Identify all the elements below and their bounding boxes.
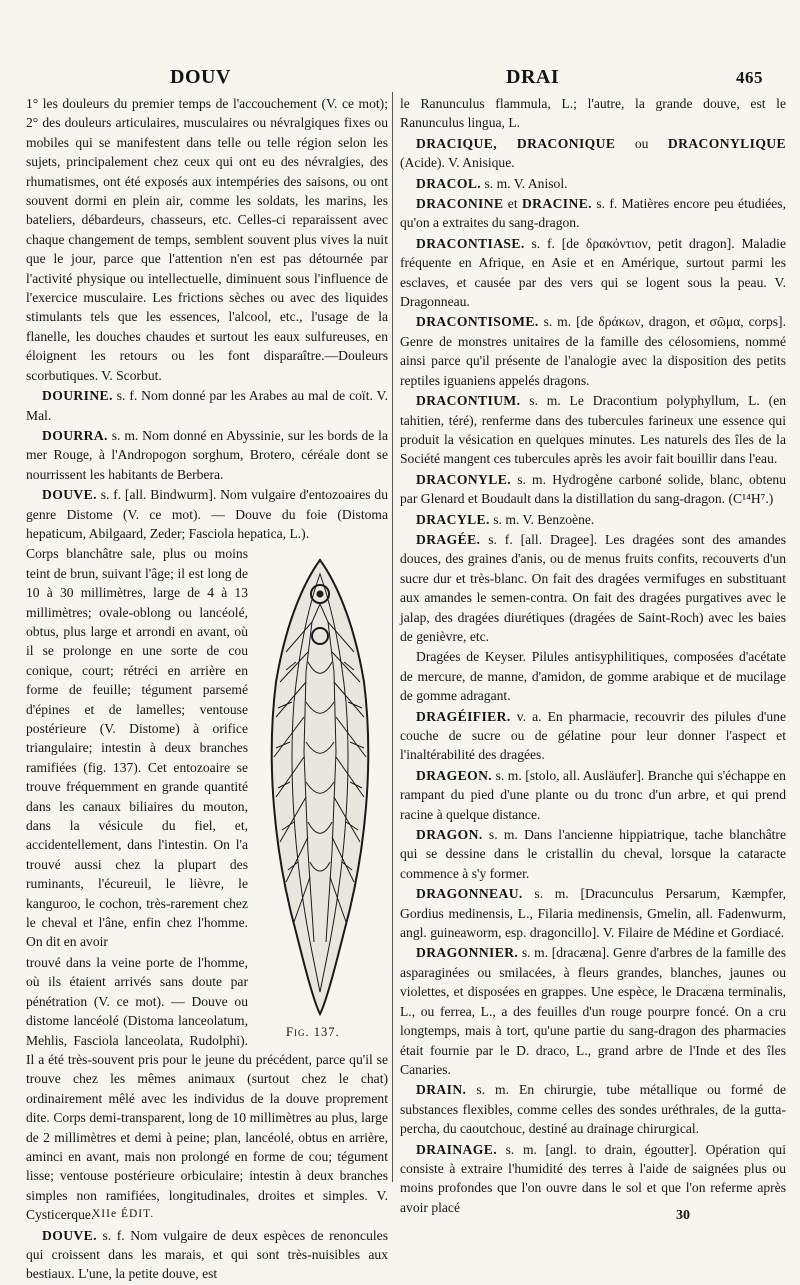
headword: DOURRA.: [42, 427, 108, 443]
definition: v. a. En pharmacie, recouvrir des pilules d'une couche de sucre ou de gélatine pour leur donner l'aspect et l'inaltérabilité des dragées.: [400, 708, 786, 763]
entry-dragee: [400, 530, 786, 646]
douve-description: Corps blanchâtre sale, plus ou moins teint de brun, suivant l'âge; il est long de 10 à 30 millimètres, large de 4 à 13 millimètres; ovale-oblong ou lancéolé, obtus, plus large et arrondi en avant, où il se prolonge en une sorte de cou conique, court; rétréci en arrière en forme de feuille; tégument parsemé d'épines et de lamelles; ventouse postérieure (V. Distome) à orifice triangulaire; intestin à deux branches ramifiées (fig. 137). Cet entozoaire se trouve fréquemment en grande quantité dans les canaux biliaires du mouton, dans la vésicule du fiel, et, accidentellement, dans l'intestin. On l'a trouvé aussi chez la plupart des ruminants, l'écureuil, le lièvre, le kanguroo, le cochon, très-rarement chez le cheval et l'âne, enfin chez l'homme. On dit en avoir: [26, 546, 248, 950]
definition: s. f. Matières encore peu étudiées, qu'on a extraites du sang-dragon.: [400, 196, 786, 231]
headword: DRAGONNEAU.: [416, 886, 523, 902]
headword: DRACONINE: [416, 196, 504, 212]
entry-drain: [400, 1080, 786, 1138]
entry-dragonneau: [400, 884, 786, 942]
entry-drageifier: [400, 707, 786, 765]
figure-caption: Fig. 137.: [286, 1025, 340, 1040]
entry-dracyle: [400, 510, 786, 529]
douve-continuation: trouvé dans la veine porte de l'homme, où ils étaient arrivés sans doute par pénétration (V. ce mot). — Douve ou distome lancéolé (Distoma lanceolatum, Mehlis, Fasciola lanceolata, Rudolphi). Il a été très-souvent pris pour le jeune du précédent, parce qu'il se trouve chez les mêmes animaux (surtout chez le chat) ordinairement mêlé avec les individus de la douve proprement dite. Corps demi-transparent, long de 10 millimètres au plus, large de 2 millimètres et demi à peine; plan, lancéolé, obtus en arrière, aminci en avant, mais non prolongé en forme de cou; tégument lisse; ventouse postérieure orbiculaire; intestin à deux branches simples non ramifiées, longitudinales, droites et simples. V. Cysticerque.: [26, 954, 388, 1223]
headword: DRACONYLE.: [416, 471, 512, 487]
definition: s. m. [de δράκων, dragon, et σῶμα, corps]. Genre de monstres unitaires de la famille des célosomiens, nommé ainsi parce qu'il présente de l'analogie avec la disposition des petits reptiles iguaniens appelés dragons.: [400, 314, 786, 388]
definition: s. f. Nom donné par les Arabes au mal de coït. V. Mal.: [26, 388, 389, 423]
headword: DRACOL.: [416, 175, 482, 191]
headword: DRAGONNIER.: [416, 945, 519, 961]
definition: s. f. [de δρακόντιον, petit dragon]. Maladie fréquente en Afrique, en Asie et en Amérique, surtout parmi les esclaves, et causée par des vers qui se logent sous la peau. V. Dragonneau.: [400, 235, 786, 310]
definition: s. m. [Dracunculus Persarum, Kæmpfer, Gordius medinensis, L., Filaria medinensis, Gmelin, all. Fadenwurm, angl. guineaworm, esp. dragoncillo]. V. Filaire de Médine et Gordiacé.: [400, 886, 786, 941]
definition: s. m. Nom donné en Abyssinie, sur les bords de la mer Rouge, à l'Andropogon sorghum, Brotero, céréale dont se nourrissent les habitants de Berbera.: [26, 427, 388, 482]
headword: DRACONTIASE.: [416, 235, 525, 251]
figure-137: [256, 546, 388, 1040]
headword: DRACONTISOME.: [416, 314, 539, 330]
headword: DRACONTIUM.: [416, 393, 521, 409]
headword: DRAGÉIFIER.: [416, 708, 511, 724]
headword: DOURINE.: [42, 388, 113, 404]
entry-dracol: [400, 174, 786, 193]
definition: s. f. [all. Bindwurm]. Nom vulgaire d'entozoaires du genre Distome (V. ce mot). — Douve du foie (Distoma hepaticum, Abilgaard, Zeder; Fasciola hepatica, L.).: [26, 487, 388, 541]
definition: s. m. [angl. to drain, égoutter]. Opération qui consiste à extraire l'humidité des terres à l'aide de saignées plus ou moins profondes que l'on ouvre dans le sol et que l'on referme après avoir placé: [400, 1141, 787, 1215]
headword: DRAGÉE.: [416, 531, 481, 547]
definition: s. m. Hydrogène carboné solide, blanc, obtenu par Glenard et Boudault dans la distillation du sang-dragon. (C¹⁴H⁷.): [400, 471, 786, 507]
headword: DRAGEON.: [416, 767, 493, 783]
continuation-paragraph: le Ranunculus flammula, L.; l'autre, la grande douve, est le Ranunculus lingua, L.: [400, 96, 786, 131]
signature-mark: 30: [676, 1208, 690, 1223]
entry-dracontisome: [400, 312, 786, 390]
entry-dourra: [26, 426, 388, 484]
running-head-right: DRAI: [506, 66, 560, 88]
entry-dragon: [400, 825, 786, 883]
entry-dourine: [26, 386, 388, 425]
figure-wrap-block: [26, 544, 388, 1040]
definition: s. m. V. Benzoène.: [493, 511, 595, 527]
headword: DRACINE.: [521, 196, 592, 212]
headword: DOUVE.: [42, 1227, 97, 1243]
edition-footer: XIIe ÉDIT.: [92, 1208, 155, 1220]
entry-douve-plant: [26, 1226, 388, 1284]
page-number: 465: [736, 68, 763, 87]
connector: et: [507, 196, 518, 212]
column-divider: [392, 92, 393, 1182]
definition: s. f. Nom vulgaire de deux espèces de renoncules qui croissent dans les marais, et qui sont très-nuisibles aux bestiaux. L'une, la petite douve, est: [26, 1227, 388, 1282]
entry-dragonnier: [400, 943, 786, 1079]
headword: DRAINAGE.: [416, 1141, 498, 1157]
definition: s. m. En chirurgie, tube métallique ou formé de substances flexibles, comme celles des sondes uréthrales, de la gutta-percha, du caoutchouc, destiné au drainage chirurgical.: [400, 1082, 786, 1137]
running-head-left: DOUV: [170, 66, 231, 88]
headword: DRACIQUE, DRACONIQUE: [416, 135, 616, 151]
connector: ou: [634, 135, 649, 151]
definition: s. m. [dracæna]. Genre d'arbres de la famille des asparaginées ou smilacées, à fleurs grandes, blanches, jaunes ou violettes, et disposées en grappes. Une espèce, le Dracæna terminalis, L., ou ferrea, L., a des feuilles d'un rouge pourpre foncé. On a cru longtemps, mais à tort, qu'une partie du sang-dragon des pharmacies était fournie par le D. draco, L., grand arbre de l'Inde et des îles Canaries.: [400, 945, 786, 1077]
entry-dracontiase: [400, 234, 786, 312]
definition: s. m. [stolo, all. Ausläufer]. Branche qui s'échappe en rampant du pied d'une plante ou du tronc d'un arbre, et qui prend racine à quelque distance.: [400, 767, 786, 822]
definition: s. m. V. Anisol.: [484, 175, 568, 191]
entry-draconine: [400, 194, 786, 233]
entry-douve: [26, 485, 388, 543]
left-column: [26, 94, 388, 1285]
definition: s. m. Dans l'ancienne hippiatrique, tache blanchâtre qui se dessine dans le cristallin du cheval, lorsque la cataracte commence à s'y former.: [400, 827, 786, 881]
headword: DOUVE.: [42, 487, 97, 503]
headword: DRACYLE.: [416, 511, 490, 527]
liver-fluke-icon: [256, 552, 384, 1020]
entry-drainage: [400, 1140, 786, 1218]
definition: s. m. Le Dracontium polyphyllum, L. (en tahitien, téré), renferme dans des tubercules farineux une essence qui produit la vésication en quelques minutes. Les naturels des îles de la Société mangent ces tubercules après les avoir fait bouillir dans l'eau.: [400, 393, 786, 467]
right-column: [400, 94, 786, 1218]
entry-dracique: [400, 134, 786, 173]
headword: DRAGON.: [416, 827, 483, 843]
headword: DRACONYLIQUE: [667, 135, 786, 151]
continuation-paragraph: 1° les douleurs du premier temps de l'accouchement (V. ce mot); 2° des douleurs articulaires, musculaires ou névralgiques fixes ou mobiles qui se manifestent dans telle ou telle région selon les sujets, principalement chez ceux qui ont eu des névralgies, des rhumatismes, ont été exposés aux intempéries des saisons, ou ont souvent dormi en plein air, comme les soldats, les marins, les bateliers, débardeurs, chasseurs, etc. Celles-ci reparaissent avec chaque changement de temps, semblent souvent plus vives la nuit que le jour, parce que l'attention n'en est pas détournée par l'activité physique ou intellectuelle, diminuent sous l'influence de l'exercice musculaire. Les frictions sèches ou avec des liquides stimulants tels que les essences, l'alcool, etc., l'usage de la flanelle, les douches chaudes et surtout les eaux sulfureuses, en éloignent les retours ou les font disparaître.—Douleurs scorbutiques. V. Scorbut.: [26, 96, 388, 383]
entry-draconyle: [400, 470, 786, 509]
subentry-dragees-keyser: Dragées de Keyser. Pilules antisyphilitiques, composées d'acétate de mercure, de manne, d'amidon, de gomme arabique et de mucilage de gomme adragant.: [400, 649, 786, 704]
definition: s. f. [all. Dragee]. Les dragées sont des amandes douces, des graines d'anis, ou de menus fruits confits, recouverts d'un sucre dur et très-blanc. On fait des dragées vermifuges en substituant aux amandes le semen-contra. On fait des dragées purgatives avec le jalap, des dragées diurétiques (dragées de Saint-Roch) avec les baies de genièvre, etc.: [400, 531, 786, 644]
entry-dracontium: [400, 391, 786, 469]
headword: DRAIN.: [416, 1082, 467, 1098]
definition: (Acide). V. Anisique.: [400, 155, 515, 171]
entry-drageon: [400, 766, 786, 824]
